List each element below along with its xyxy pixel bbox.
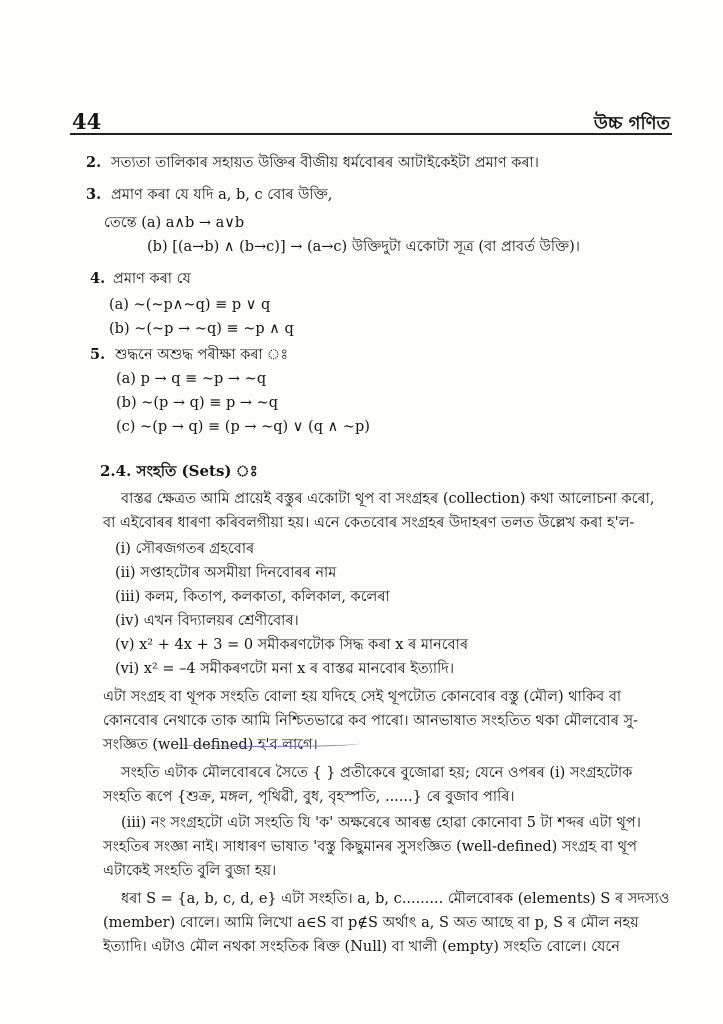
para2-line-2: কোনবোৰ নেথাকে তাক আমি নিশ্চিতভাৱে কব পাৰো। আনভাষাত সংহতিত থকা মৌলবোৰ সু- — [103, 713, 638, 729]
para5-line-2: (member) বোলে। আমি লিখো a∈S বা p∉S অর্থাৎ a, S অত আছে বা p, S ৰ মৌল নহয় — [103, 915, 639, 931]
exercise-4-text: প্রমাণ কৰা যে — [113, 271, 191, 287]
exercise-2-number: 2. — [86, 154, 102, 171]
exercise-3-text: প্রমাণ কৰা যে যদি a, b, c বোৰ উক্তি, — [111, 187, 333, 203]
list-item-4: (iv) এখন বিদ্যালয়ৰ শ্রেণীবোৰ। — [115, 613, 299, 629]
para4-line-3: এটাকেই সংহতি বুলি বুজা হয়। — [103, 863, 277, 879]
exercise-5-part-c: (c) ~(p → q) ≡ (p → ~q) ∨ (q ∧ ~p) — [116, 419, 370, 435]
pen-underline-mark — [172, 740, 360, 747]
exercise-4-number: 4. — [90, 270, 106, 287]
list-item-1: (i) সৌৰজগতৰ গ্রহবোৰ — [115, 541, 255, 557]
para1-line-2: বা এইবোৰৰ ধাৰণা কৰিবলগীয়া হয়। এনে কেতবোৰ সংগ্রহৰ উদাহৰণ তলত উল্লেখ কৰা হ'ল- — [103, 515, 635, 531]
running-title: উচ্চ গণিত — [593, 113, 670, 134]
exercise-4-part-a: (a) ~(~p∧~q) ≡ p ∨ q — [109, 297, 271, 313]
exercise-5-number: 5. — [90, 346, 106, 363]
para3-line-2: সংহতি ৰূপে {শুক্র, মঙ্গল, পৃথিৱী, বুধ, বৃহস্পতি, ......} ৰে বুজাব পাৰি। — [103, 789, 515, 805]
list-item-3: (iii) কলম, কিতাপ, কলকাতা, কলিকাল, কলেৰা — [115, 589, 390, 605]
exercise-2-text: সত্যতা তালিকাৰ সহায়ত উক্তিৰ বীজীয় ধর্মবোৰৰ আটাইকেইটা প্রমাণ কৰা। — [111, 155, 539, 171]
para4-line-1: (iii) নং সংগ্রহটো এটা সংহতি যি 'ক' অক্ষৰেৰে আৰম্ভ হোৱা কোনোবা 5 টা শব্দৰ এটা থূপ। — [121, 815, 641, 831]
list-item-6: (vi) x² = –4 সমীকৰণটো মনা x ৰ বাস্তৱ মানবোৰ ইত্যাদি। — [115, 661, 455, 677]
list-item-5: (v) x² + 4x + 3 = 0 সমীকৰণটোক সিদ্ধ কৰা x ৰ মানবোৰ — [115, 637, 469, 653]
para1-line-1: বাস্তৱ ক্ষেত্রত আমি প্রায়েই বস্তুৰ একোটা থূপ বা সংগ্রহৰ (collection) কথা আলোচনা কৰো, — [121, 491, 655, 507]
exercise-3-part-b: (b) [(a→b) ∧ (b→c)] → (a→c) উক্তিদুটা একোটা সূত্র (বা প্রাবর্ত উক্তি)। — [147, 239, 580, 255]
page-number: 44 — [72, 109, 102, 134]
para5-line-1: ধৰা S = {a, b, c, d, e} এটা সংহতি। a, b, c......... মৌলবোৰক (elements) S ৰ সদস্যও — [121, 891, 670, 907]
para4-line-2: সংহতিৰ সংজ্ঞা নাই। সাধাৰণ ভাষাত 'বস্তু কিছুমানৰ সুসংজ্ঞিত (well-defined) সংগ্রহ বা থূপ — [103, 839, 637, 855]
para3-line-1: সংহতি এটাক মৌলবোৰৰে সৈতে { } প্রতীকেৰে বুজোৱা হয়; যেনে ওপৰৰ (i) সংগ্রহটোক — [121, 765, 633, 781]
exercise-3-number: 3. — [86, 186, 102, 203]
para2-line-3: সংজ্ঞিত (well defined) হ'ব লাগে। — [103, 737, 318, 753]
section-heading: 2.4. সংহতি (Sets) ঃ — [100, 462, 258, 480]
header-rule — [70, 133, 672, 135]
para2-line-1: এটা সংগ্রহ বা থূপক সংহতি বোলা হয় যদিহে সেই থূপটোত কোনবোৰ বস্তু (মৌল) থাকিব বা — [103, 689, 622, 705]
exercise-4-part-b: (b) ~(~p → ~q) ≡ ~p ∧ q — [109, 321, 294, 337]
exercise-5-part-a: (a) p → q ≡ ~p → ~q — [116, 371, 267, 387]
exercise-5-text: শুদ্ধনে অশুদ্ধ পৰীক্ষা কৰা ঃ — [115, 347, 289, 363]
list-item-2: (ii) সপ্তাহটোৰ অসমীয়া দিনবোৰৰ নাম — [115, 565, 337, 581]
exercise-5-part-b: (b) ~(p → q) ≡ p → ~q — [116, 395, 279, 411]
exercise-3-part-a: তেন্তে (a) a∧b → a∨b — [104, 215, 245, 231]
para5-line-3: ইত্যাদি। এটাও মৌল নথকা সংহতিক ৰিক্ত (Null) বা খালী (empty) সংহতি বোলে। যেনে — [103, 939, 620, 955]
